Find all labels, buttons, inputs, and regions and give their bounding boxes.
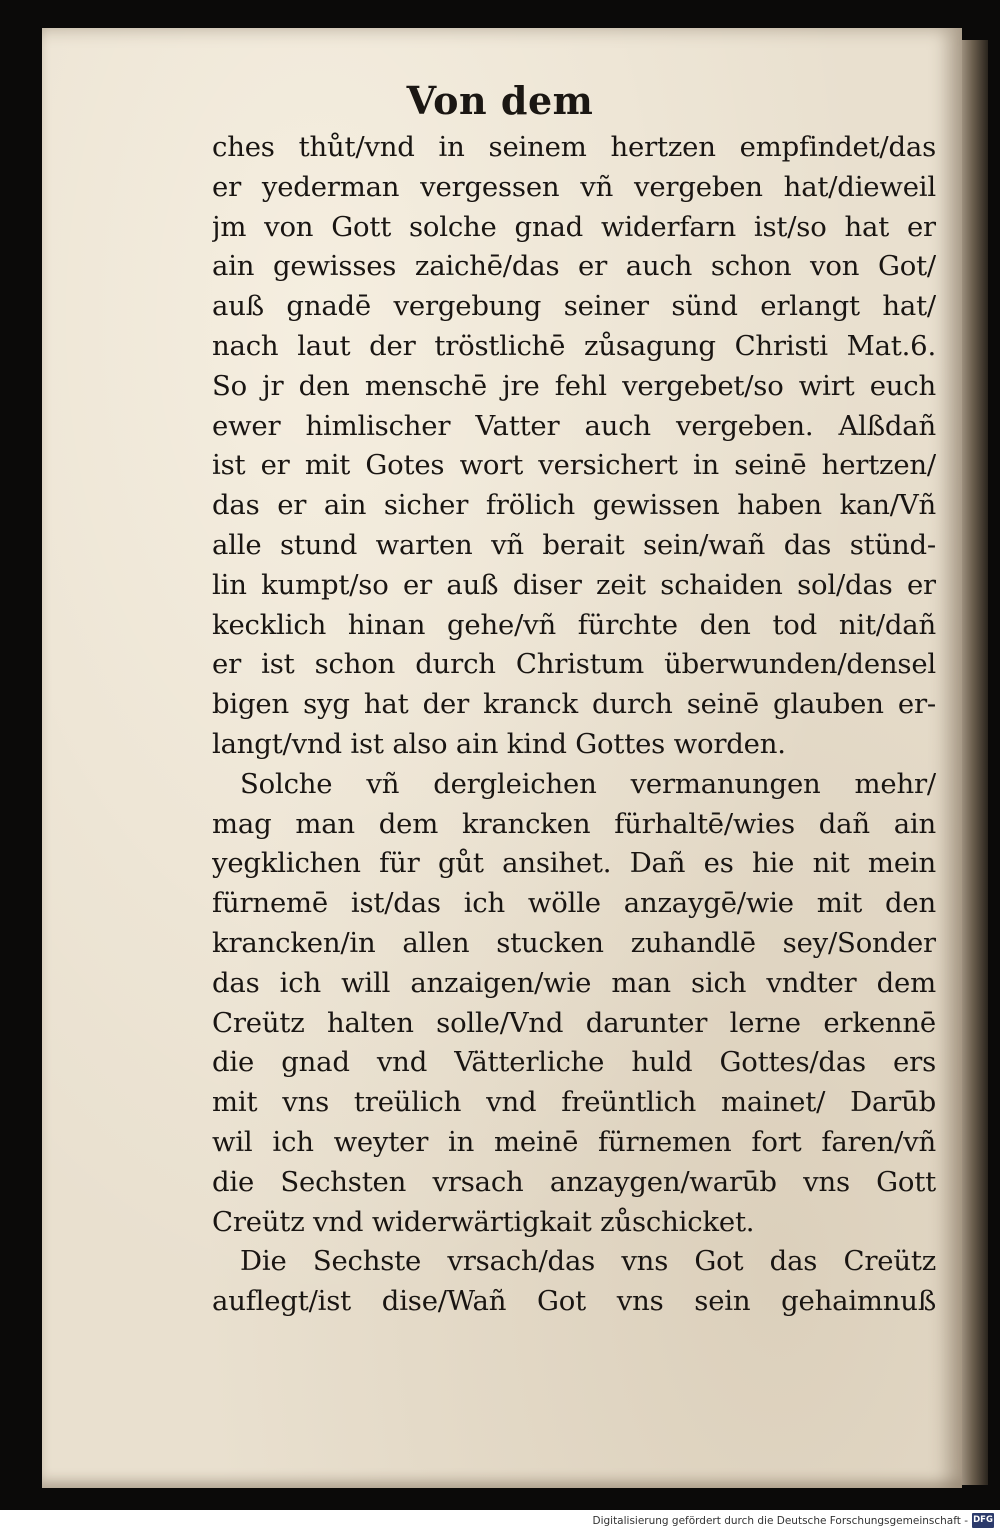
text-line: fürnemē ist/das ich wölle anzaygē/wie mit den [212,887,936,920]
text-block [212,128,936,1322]
text-line: die gnad vnd Vätterliche huld Gottes/das ers [212,1046,936,1079]
text-line: bigen syg hat der kranck durch seinē glauben er- [212,688,936,721]
text-line: Creütz halten solle/Vnd darunter lerne erkennē [212,1006,936,1039]
text-line: ain gewisses zaichē/das er auch schon von Got/ [212,250,936,283]
text-line: kecklich hinan gehe/vñ fürchte den tod nit/dañ [212,608,936,641]
text-line: yegklichen für gůt ansihet. Dañ es hie nit mein [212,847,936,880]
text-line: alle stund warten vñ berait sein/wañ das stünd- [212,528,936,561]
text-line: auflegt/ist dise/Wañ Got vns sein gehaimnuß [212,1285,936,1318]
text-line: die Sechsten vrsach anzaygen/warūb vns Gott [212,1165,936,1198]
text-line: ches thůt/vnd in seinem hertzen empfindet/das [212,131,936,163]
text-line: wil ich weyter in meinē fürnemen fort faren/vñ [212,1125,936,1158]
dfg-logo: DFG [972,1513,994,1528]
text-line: er yederman vergessen vñ vergeben hat/dieweil [212,170,936,203]
text-line: krancken/in allen stucken zuhandlē sey/Sonder [212,926,936,959]
text-line: das ich will anzaigen/wie man sich vndter dem [212,966,936,999]
text-line: ewer himlischer Vatter auch vergeben. Alßdañ [212,409,936,442]
text-line: er ist schon durch Christum überwunden/densel [212,648,936,681]
page-edge [962,40,988,1485]
text-line: ist er mit Gotes wort versichert in seinē hertzen/ [212,449,936,482]
text-line: mit vns treülich vnd freüntlich mainet/ Darūb [212,1086,936,1119]
text-line: nach laut der tröstlichē zůsagung Christi Mat.6. [212,329,936,362]
text-line: Solche vñ dergleichen vermanungen mehr/ [240,767,936,800]
text-line: Die Sechste vrsach/das vns Got das Creütz [240,1245,936,1278]
text-line: langt/vnd ist also ain kind Gottes worden. [212,727,786,760]
text-line: So jr den menschē jre fehl vergebet/so wirt euch [212,369,936,402]
digitization-credit: Digitalisierung gefördert durch die Deutsche Forschungsgemeinschaft - [592,1515,968,1527]
running-head: Von dem [406,78,594,123]
text-line: mag man dem krancken fürhaltē/wies dañ ain [212,807,936,840]
text-line: lin kumpt/so er auß diser zeit schaiden sol/das er [212,568,936,601]
text-line: Creütz vnd widerwärtigkait zůschicket. [212,1205,755,1238]
text-line: auß gnadē vergebung seiner sünd erlangt hat/ [212,290,936,323]
text-line: jm von Gott solche gnad widerfarn ist/so hat er [212,210,936,243]
text-line: das er ain sicher frölich gewissen haben kan/Vñ [212,489,936,522]
